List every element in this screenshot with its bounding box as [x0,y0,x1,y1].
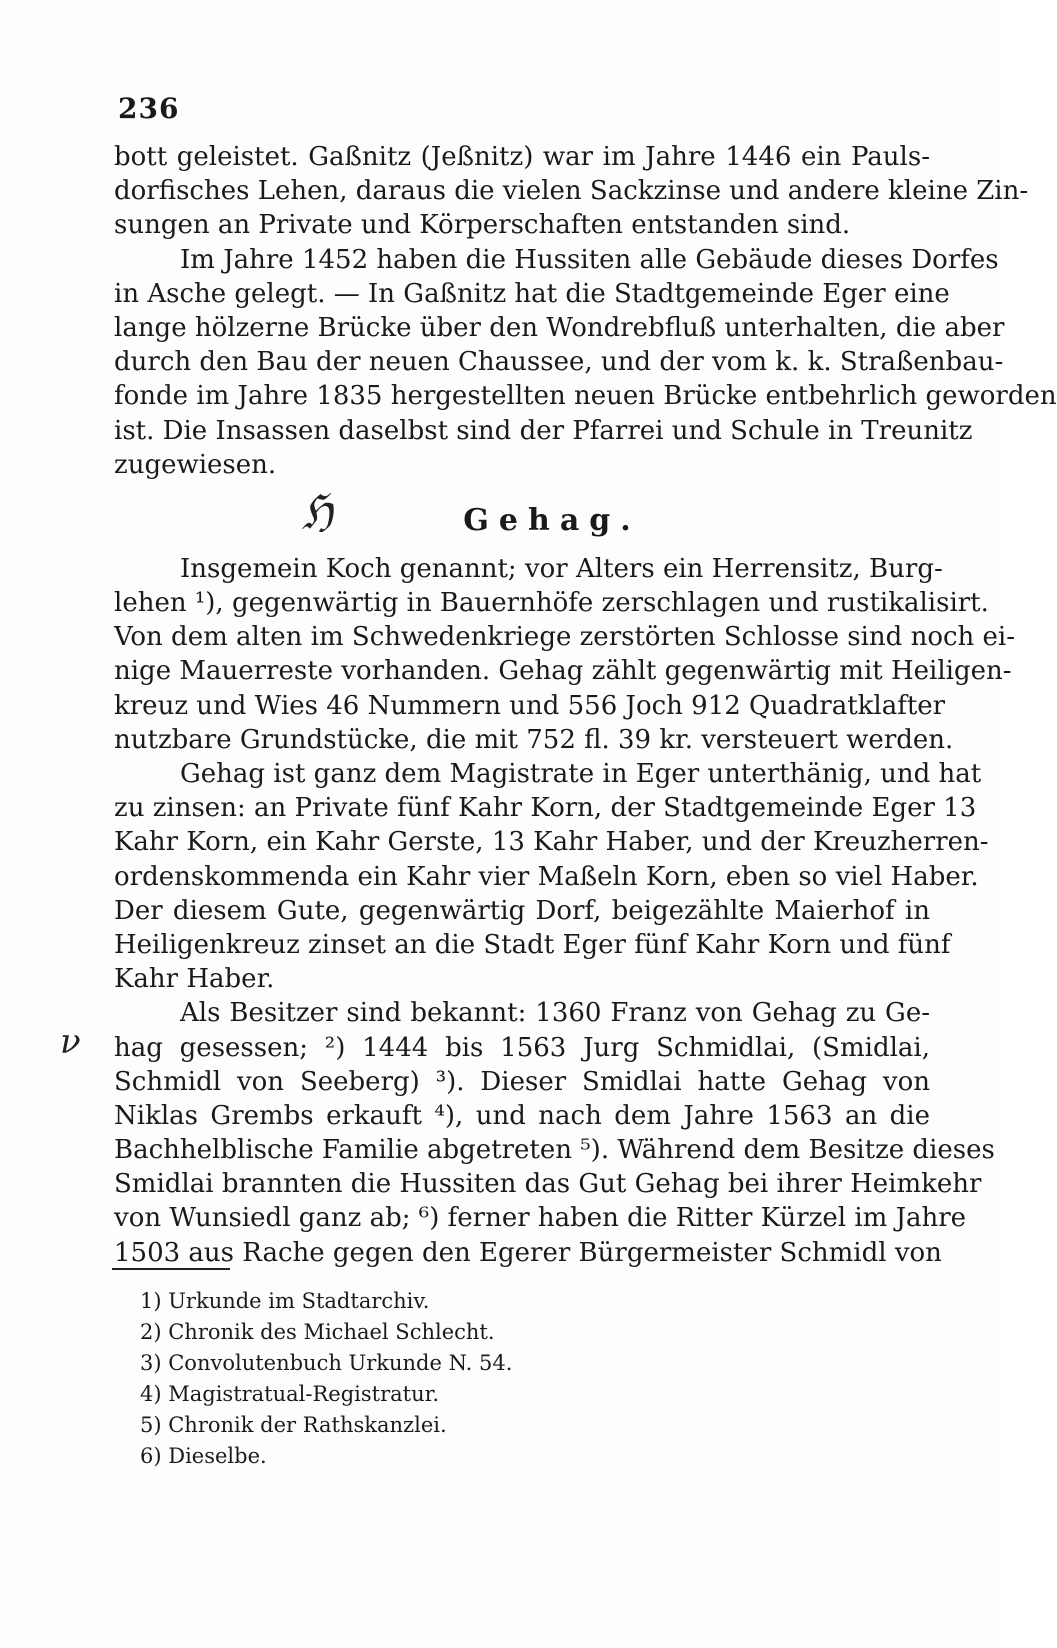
section-gap [114,482,930,496]
paragraph-gehag-description [114,552,1016,757]
footnote-divider [112,1268,230,1270]
footnote: 5) Chronik der Rathskanzlei. [140,1413,447,1437]
text-line: zu zinsen: an Private fünf Kahr Korn, der Stadtgemeinde Eger 13 [114,793,977,824]
footnote: 1) Urkunde im Stadtarchiv. [140,1289,430,1313]
text-line: kreuz und Wies 46 Nummern und 556 Joch 912 Quadratklafter [114,690,946,721]
text-line: ordenskommenda ein Kahr vier Maßeln Korn, eben so viel Haber. [114,861,979,892]
paragraph-gehag-taxes [114,757,989,996]
text-line: lange hölzerne Brücke über den Wondrebfluß unterhalten, die aber [114,312,1005,343]
text-line: Niklas Grembs erkauft ⁴), und nach dem Jahre 1563 an die [114,1100,930,1131]
text-line: bott geleistet. Gaßnitz (Jeßnitz) war im Jahre 1446 ein Pauls- [114,142,930,172]
text-line: Heiligenkreuz zinset an die Stadt Eger fünf Kahr Korn und fünf [114,929,951,960]
text-line: Schmidl von Seeberg) ³). Dieser Smidlai hatte Gehag von [114,1066,930,1097]
text-line: Bachhelblische Familie abgetreten ⁵). Während dem Besitze dieses [114,1135,995,1166]
text-line: nutzbare Grundstücke, die mit 752 fl. 39 kr. versteuert werden. [114,724,954,755]
paragraph-hussites-bridge [114,243,1057,482]
text-line: Kahr Korn, ein Kahr Gerste, 13 Kahr Haber, und der Kreuzherren- [114,827,989,858]
paragraph-gehag-owners [114,996,995,1270]
text-line: sungen an Private und Körperschaften entstanden sind. [114,210,851,241]
text-line: Von dem alten im Schwedenkriege zerstörten Schlosse sind noch ei- [114,622,1016,653]
text-line: Im Jahre 1452 haben die Hussiten alle Gebäude dieses Dorfes [180,244,999,275]
text-line: hag gesessen; ²) 1444 bis 1563 Jurg Schmidlai, (Smidlai, [114,1032,930,1063]
text-line: Als Besitzer sind bekannt: 1360 Franz von Gehag zu Ge- [180,998,930,1029]
footnote: 4) Magistratual-Registratur. [140,1382,440,1406]
text-line: Insgemein Koch genannt; vor Alters ein Herrensitz, Burg- [180,553,943,584]
paragraph-gassnitz-fief [114,140,1029,243]
text-line: durch den Bau der neuen Chaussee, und der vom k. k. Straßenbau- [114,347,1004,378]
text-line: dorfisches Lehen, daraus die vielen Sackzinse und andere kleine Zin- [114,176,1029,207]
text-line: zugewiesen. [114,449,277,480]
text-line: 1503 aus Rache gegen den Egerer Bürgermeister Schmidl von [114,1237,942,1268]
footnote: 6) Dieselbe. [140,1444,267,1468]
text-line: Kahr Haber. [114,964,275,995]
footnote: 3) Convolutenbuch Urkunde N. 54. [140,1351,513,1375]
text-line: von Wunsiedl ganz ab; ⁶) ferner haben die Ritter Kürzel im Jahre [114,1203,967,1234]
main-text [114,140,1057,1270]
text-line: fonde im Jahre 1835 hergestellten neuen Brücke entbehrlich geworden [114,381,1057,412]
footnote: 2) Chronik des Michael Schlecht. [140,1320,495,1344]
text-line: nige Mauerreste vorhanden. Gehag zählt gegenwärtig mit Heiligen- [114,656,1012,687]
text-line: ist. Die Insassen daselbst sind der Pfarrei und Schule in Treunitz [114,415,973,446]
text-line: Gehag ist ganz dem Magistrate in Eger unterthänig, und hat [180,759,982,789]
page-number: 236 [118,92,180,125]
text-line: in Asche gelegt. — In Gaßnitz hat die Stadtgemeinde Eger eine [114,278,950,309]
handwritten-margin-mark: ℌ [296,484,337,541]
section-heading: Gehag. [463,502,641,538]
text-line: lehen ¹), gegenwärtig in Bauernhöfe zerschlagen und rustikalisirt. [114,588,989,619]
text-line: Der diesem Gute, gegenwärtig Dorf, beigezählte Maierhof in [114,895,930,926]
handwritten-margin-mark: ν [60,1022,81,1062]
text-line: Smidlai brannten die Hussiten das Gut Gehag bei ihrer Heimkehr [114,1169,982,1200]
footnotes [140,1286,840,1472]
